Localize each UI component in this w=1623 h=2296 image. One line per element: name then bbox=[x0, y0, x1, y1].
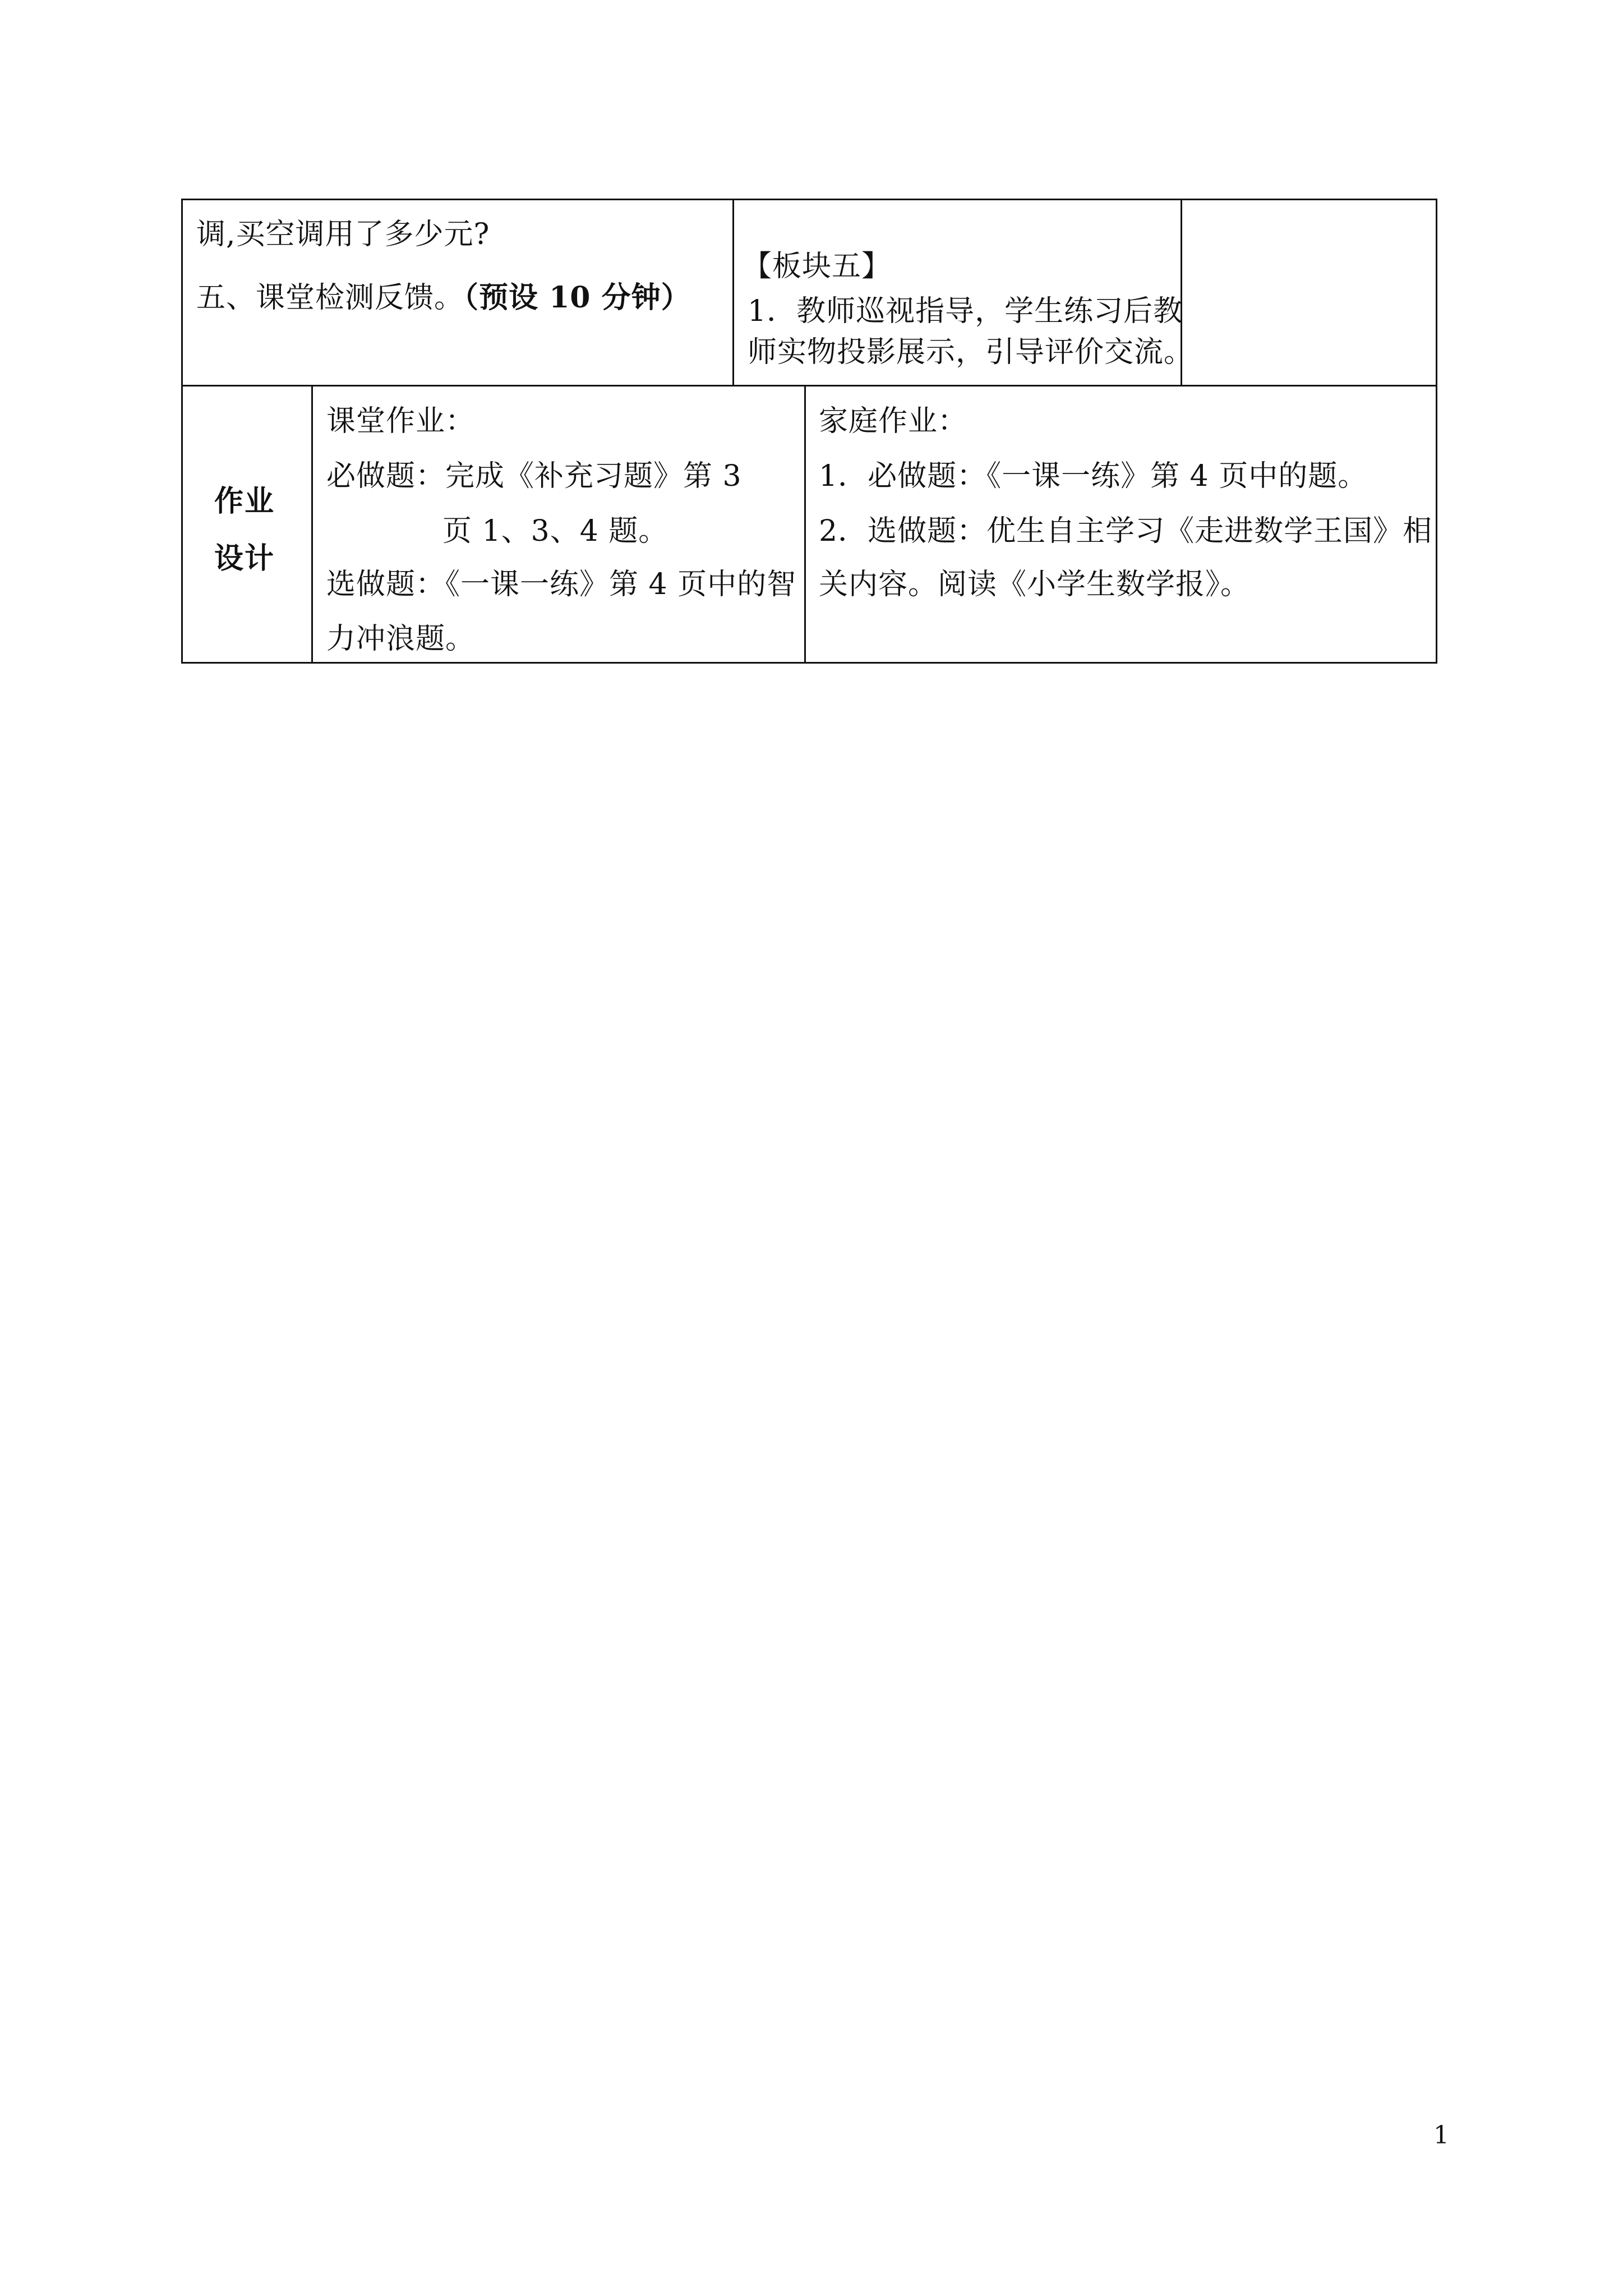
homework-label-line-1: 作业 bbox=[214, 484, 275, 518]
process-line-2-prefix: 五、课堂检测反馈。 bbox=[196, 281, 464, 315]
page-number: 1 bbox=[1433, 2121, 1449, 2150]
homework-title: 家庭作业： bbox=[819, 404, 968, 438]
guidance-section-label: 【板块五】 bbox=[743, 250, 892, 283]
homework-column-divider bbox=[804, 385, 806, 664]
classwork-line-2: 页 1、3、4 题。 bbox=[442, 514, 668, 548]
homework-label-line-2: 设计 bbox=[214, 541, 275, 576]
process-line-2-bold: （预设 10 分钟） bbox=[464, 280, 691, 315]
homework-line-3: 关内容。阅读《小学生数学报》。 bbox=[819, 568, 1251, 601]
table-row-divider bbox=[181, 385, 1437, 386]
classwork-title: 课堂作业： bbox=[326, 404, 476, 438]
guidance-line-1: 1．教师巡视指导，学生练习后教 bbox=[748, 295, 1183, 328]
guidance-line-2: 师实物投影展示，引导评价交流。 bbox=[748, 335, 1194, 369]
homework-label-divider bbox=[311, 385, 313, 664]
homework-line-2: 2．选做题：优生自主学习《走进数学王国》相 bbox=[819, 514, 1433, 548]
process-line-1: 调,买空调用了多少元? bbox=[196, 218, 490, 251]
classwork-line-4: 力冲浪题。 bbox=[326, 622, 476, 656]
homework-line-1: 1．必做题：《一课一练》第 4 页中的题。 bbox=[819, 459, 1368, 493]
classwork-line-1: 必做题：完成《补充习题》第 3 bbox=[326, 459, 742, 493]
top-row-divider-process bbox=[732, 199, 734, 386]
process-line-2 bbox=[196, 280, 691, 315]
classwork-line-3: 选做题：《一课一练》第 4 页中的智 bbox=[326, 568, 797, 601]
